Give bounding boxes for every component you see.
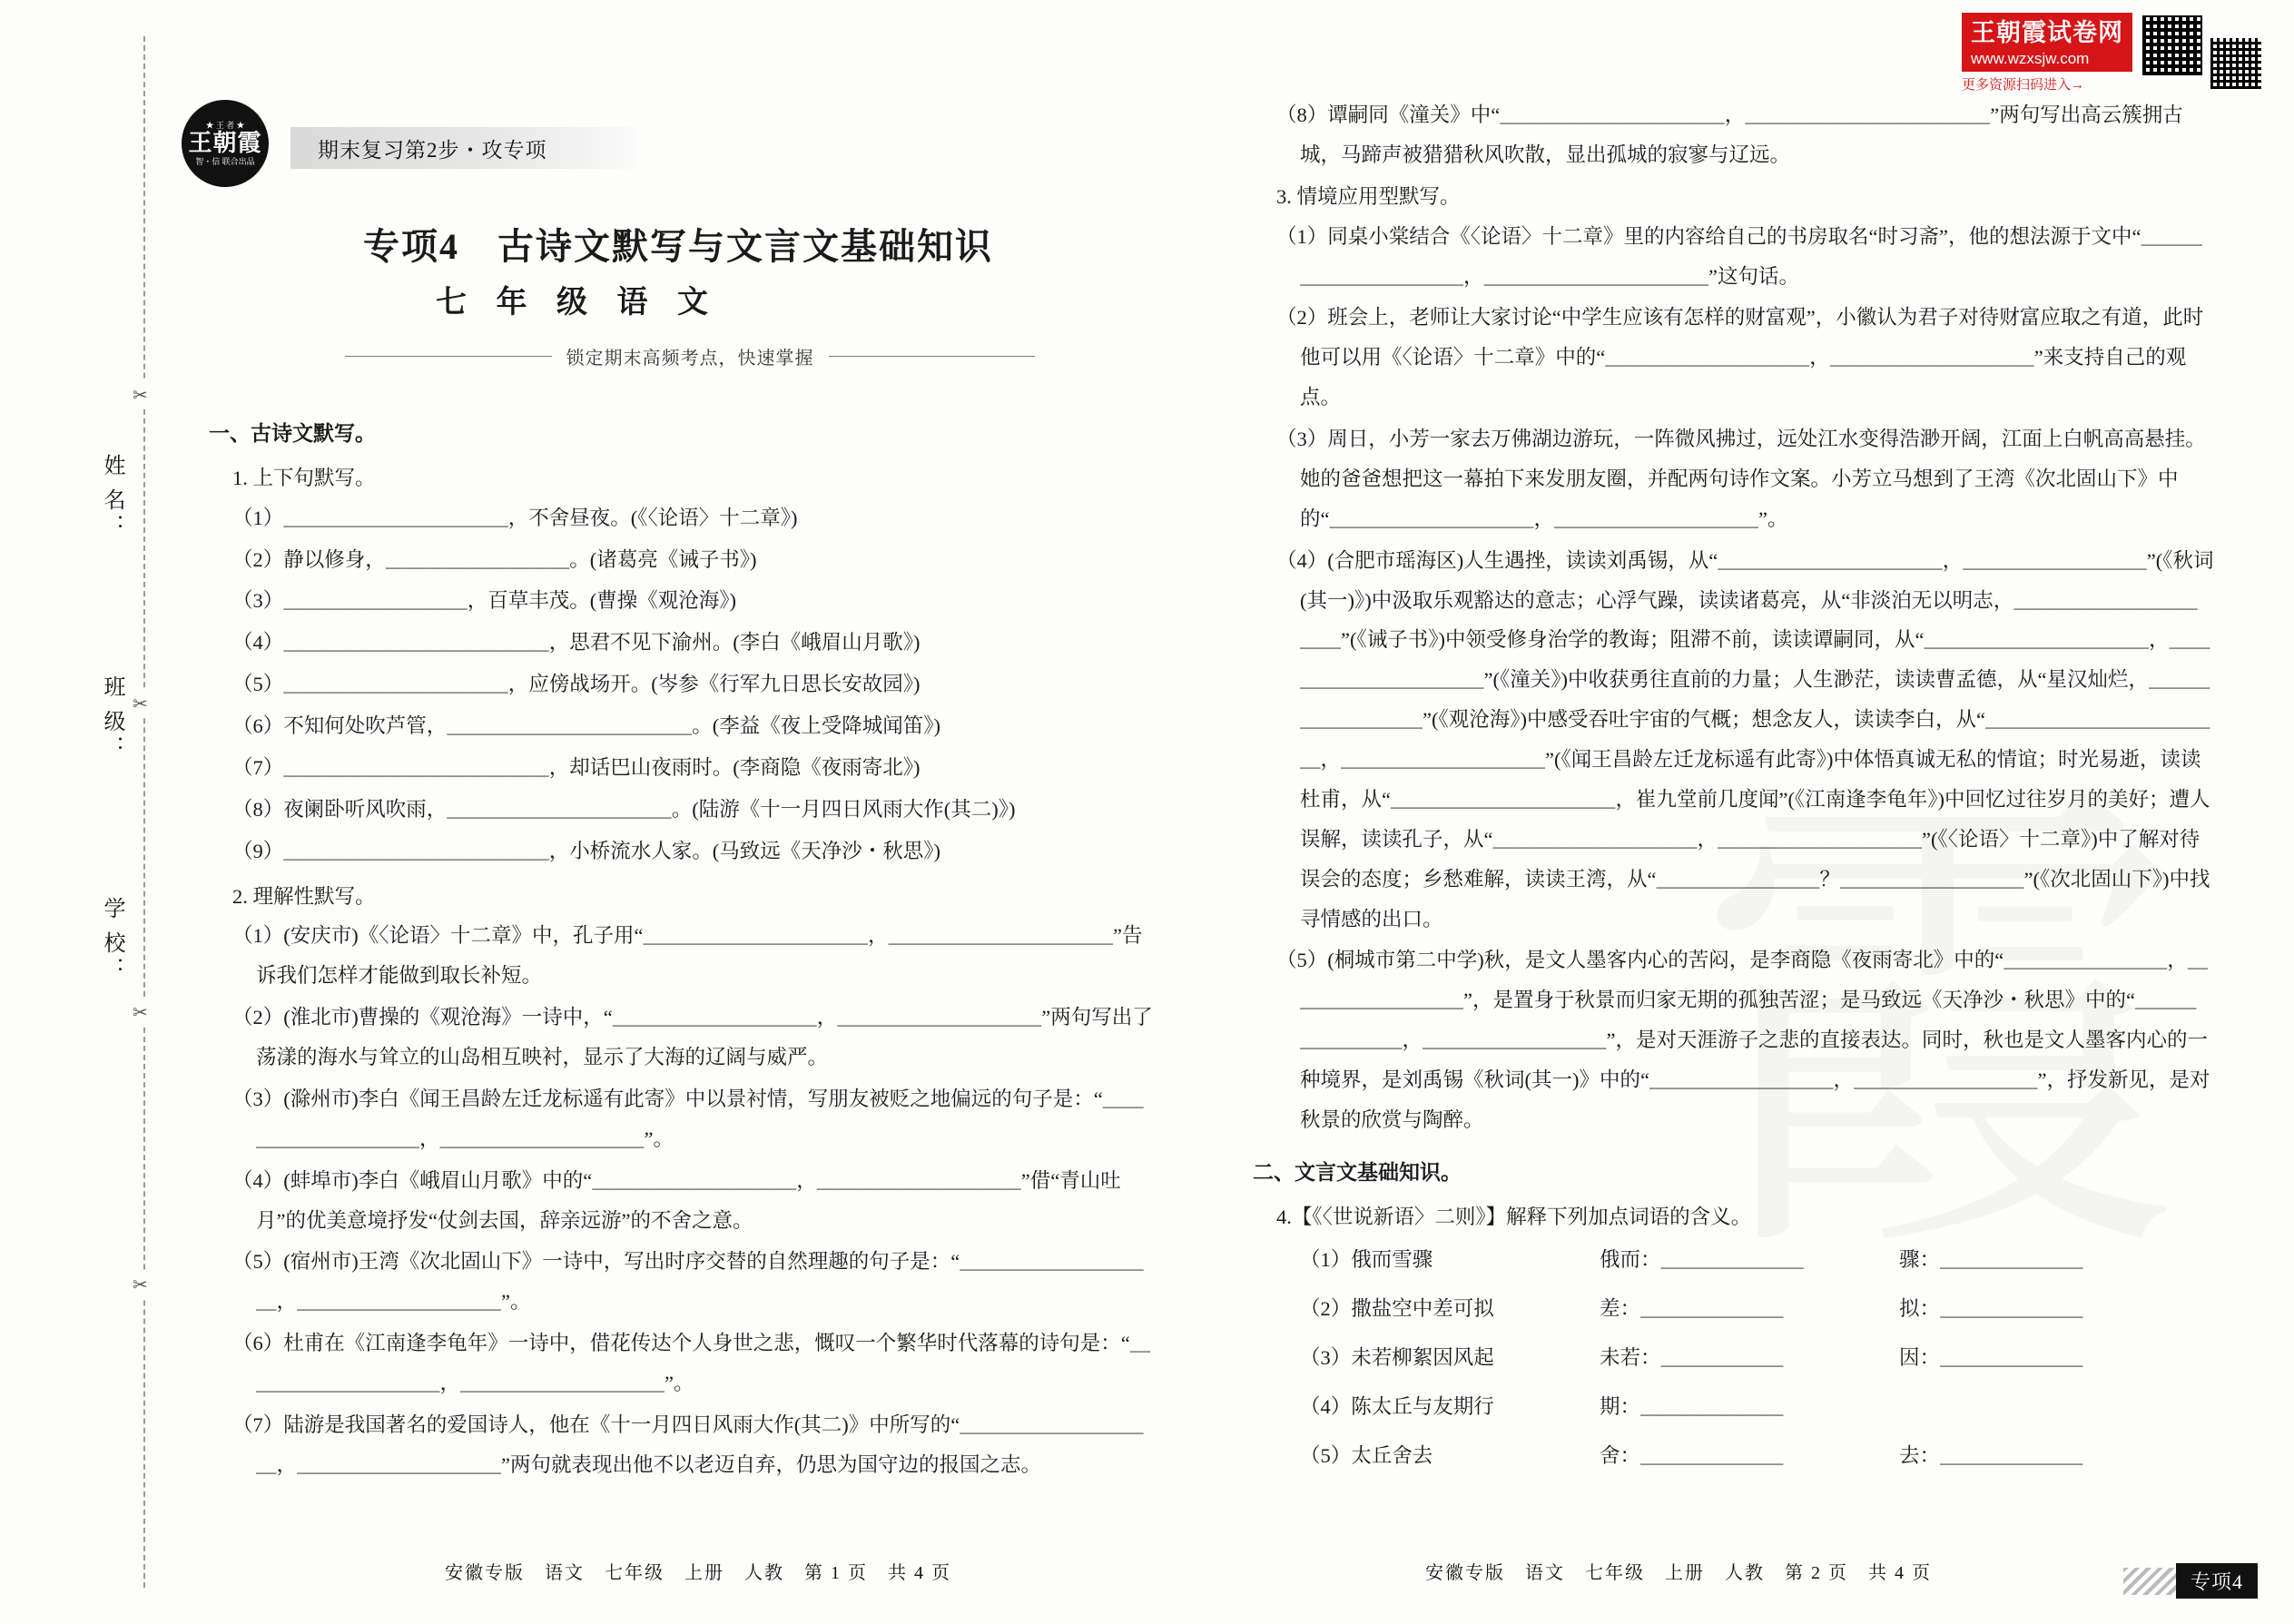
- question-3-5: （5）(桐城市第二中学)秋，是文人墨客内心的苦闷，是李商隐《夜雨寄北》中的“＿＿＿＿＿＿＿＿，＿＿＿＿＿＿＿＿＿”，是置身于秋景而归家无期的孤独苦涩；是马致远《天净沙・秋思》中的“＿＿＿＿＿＿＿＿，＿＿＿＿＿＿＿＿＿”，是对天涯游子之悲的直接表达。同时，秋也是文人墨客内心的一种境界，是刘禹锡《秋词(其一)》中的“＿＿＿＿＿＿＿＿＿，＿＿＿＿＿＿＿＿＿”，抒发新见，是对秋景的欣赏与陶醉。: [1276, 949, 2210, 1131]
- vocab-question-4: （4）陈太丘与友期行: [1300, 1395, 1494, 1419]
- table-row: [1300, 1240, 2215, 1280]
- footer-left: 安徽专版 语文 七年级 上册 人教 第 1 页 共 4 页: [445, 1563, 951, 1583]
- table-row: [1300, 1289, 2215, 1329]
- seal-bottom-text: 智・信 联合出品: [195, 156, 255, 166]
- question-1-9: （9）＿＿＿＿＿＿＿＿＿＿＿＿＿，小桥流水人家。(马致远《天净沙・秋思》): [232, 839, 940, 862]
- group-3-title: 3. 情境应用型默写。: [1276, 184, 1461, 208]
- scissors-icon-4: ✂: [133, 1271, 148, 1299]
- page-title: 专项4 古诗文默写与文言文基础知识: [363, 226, 993, 267]
- vocab-answer-2b[interactable]: 拟：＿＿＿＿＿＿＿: [1899, 1297, 2083, 1321]
- seal-top-text: ★ 王 者 ★: [205, 120, 245, 130]
- group-1-title: 1. 上下句默写。: [232, 466, 376, 489]
- vocab-question-3: （3）未若柳絮因风起: [1300, 1346, 1494, 1370]
- group-2-title: 2. 理解性默写。: [232, 884, 376, 908]
- label-name: 姓 名：: [100, 454, 123, 539]
- question-1-2: （2）静以修身，＿＿＿＿＿＿＿＿＿。(诸葛亮《诫子书》): [232, 547, 757, 571]
- tagline-text: 锁定期末高频考点，快速掌握: [566, 349, 814, 369]
- question-3-1: （1）同桌小棠结合《〈论语〉十二章》里的内容给自己的书房取名“时习斋”，他的想法源于文中“＿＿＿＿＿＿＿＿＿＿＿，＿＿＿＿＿＿＿＿＿＿＿”这句话。: [1276, 224, 2202, 288]
- question-1-3: （3）＿＿＿＿＿＿＿＿＿，百草丰茂。(曹操《观沧海》): [232, 589, 736, 613]
- section-2-heading: 二、文言文基础知识。: [1253, 1160, 1462, 1184]
- question-2-3: （3）(滁州市)李白《闻王昌龄左迁龙标遥有此寄》中以景衬情，写朋友被贬之地偏远的句子是：“＿＿＿＿＿＿＿＿＿＿，＿＿＿＿＿＿＿＿＿＿”。: [232, 1087, 1144, 1150]
- vocab-answer-1a[interactable]: 俄而：＿＿＿＿＿＿＿: [1600, 1248, 1805, 1272]
- vocab-answer-5b[interactable]: 去：＿＿＿＿＿＿＿: [1899, 1443, 2083, 1467]
- question-2-4: （4）(蚌埠市)李白《峨眉山月歌》中的“＿＿＿＿＿＿＿＿＿＿，＿＿＿＿＿＿＿＿＿＿”借“青山吐月”的优美意境抒发“仗剑去国，辞亲远游”的不舍之意。: [232, 1168, 1121, 1232]
- scissors-icon-2: ✂: [133, 690, 148, 718]
- scissors-icon-3: ✂: [133, 999, 148, 1027]
- question-1-8: （8）夜阑卧听风吹雨，＿＿＿＿＿＿＿＿＿＿＿。(陆游《十一月四日风雨大作(其二)》): [232, 797, 1016, 821]
- section-1-heading: 一、古诗文默写。: [209, 422, 376, 445]
- vocab-question-2: （2）撒盐空中差可拟: [1300, 1297, 1494, 1321]
- cut-line: [143, 36, 145, 1588]
- question-2-6: （6）杜甫在《江南逢李龟年》一诗中，借花传达个人身世之悲，慨叹一个繁华时代落幕的诗句是：“＿＿＿＿＿＿＿＿＿＿，＿＿＿＿＿＿＿＿＿＿”。: [232, 1332, 1151, 1395]
- vocab-answer-2a[interactable]: 差：＿＿＿＿＿＿＿: [1600, 1297, 1784, 1321]
- band-text: 期末复习第2步・攻专项: [318, 138, 547, 162]
- brand-url: www.wzxsjw.com: [1971, 49, 2090, 67]
- qr-code-icon[interactable]: [2140, 13, 2205, 78]
- seal-main-text: 王朝霞: [188, 130, 262, 157]
- brand-tagline: 更多资源扫码进入→: [1962, 77, 2085, 93]
- vocab-question-5: （5）太丘舍去: [1300, 1443, 1433, 1467]
- table-row: [1300, 1436, 2215, 1476]
- group-4-title: 4.【《〈世说新语〉二则》】解释下列加点词语的含义。: [1276, 1205, 1752, 1228]
- question-3-3: （3）周日，小芳一家去万佛湖边游玩，一阵微风拂过，远处江水变得浩渺开阔，江面上白帆高高悬挂。她的爸爸想把这一幕拍下来发朋友圈，并配两句诗作文案。小芳立马想到了王湾《次北固山下》中的“＿＿＿＿＿＿＿＿＿＿，＿＿＿＿＿＿＿＿＿＿”。: [1276, 428, 2206, 530]
- publisher-seal: [182, 100, 269, 187]
- vocab-question-1: （1）俄而雪骤: [1300, 1248, 1433, 1272]
- question-1-8b: （8）谭嗣同《潼关》中“＿＿＿＿＿＿＿＿＿＿＿，＿＿＿＿＿＿＿＿＿＿＿＿”两句写出高云簇拥古城，马蹄声被猎猎秋风吹散，显出孤城的寂寥与辽远。: [1276, 103, 2183, 166]
- label-school: 学 校：: [100, 897, 123, 982]
- question-3-4: （4）(合肥市瑶海区)人生遇挫，读读刘禹锡，从“＿＿＿＿＿＿＿＿＿＿＿，＿＿＿＿＿＿＿＿＿”(《秋词(其一)》)中汲取乐观豁达的意志；心浮气躁，读读诸葛亮，从“非淡泊无以明志，＿＿＿＿＿＿＿＿＿＿＿”(《诫子书》)中领受修身治学的教诲；阻滞不前，读读谭嗣同，从“＿＿＿＿＿＿＿＿＿＿＿，＿＿＿＿＿＿＿＿＿＿＿”(《潼关》)中收获勇往直前的力量；人生渺茫，读读曹孟德，从“星汉灿烂，＿＿＿＿＿＿＿＿＿”(《观沧海》)中感受吞吐宇宙的气概；想念友人，读读李白，从“＿＿＿＿＿＿＿＿＿＿＿＿，＿＿＿＿＿＿＿＿＿＿”(《闻王昌龄左迁龙标遥有此寄》)中体悟真诚无私的情谊；时光易逝，读读杜甫，从“＿＿＿＿＿＿＿＿＿＿＿，崔九堂前几度闻”(《江南逢李龟年》)中回忆过往岁月的美好；遭人误解，读读孔子，从“＿＿＿＿＿＿＿＿＿＿，＿＿＿＿＿＿＿＿＿＿”(《〈论语〉十二章》)中了解对待误会的态度；乡愁难解，读读王湾，从“＿＿＿＿＿＿＿＿？＿＿＿＿＿＿＿＿＿”(《次北固山下》)中找寻情感的出口。: [1276, 548, 2214, 930]
- tab-label: 专项4: [2176, 1563, 2258, 1599]
- question-3-2: （2）班会上，老师让大家讨论“中学生应该有怎样的财富观”，小徽认为君子对待财富应取之有道，此时他可以用《〈论语〉十二章》中的“＿＿＿＿＿＿＿＿＿＿，＿＿＿＿＿＿＿＿＿＿”来支持自己的观点。: [1276, 306, 2204, 409]
- header-band: [290, 127, 635, 169]
- vocab-answer-4a[interactable]: 期：＿＿＿＿＿＿＿: [1600, 1395, 1784, 1419]
- question-1-1: （1）＿＿＿＿＿＿＿＿＿＿＿，不舍昼夜。(《〈论语〉十二章》): [232, 506, 798, 529]
- brand-logo[interactable]: [1962, 13, 2261, 94]
- section-tab: [2123, 1563, 2258, 1599]
- question-2-1: （1）(安庆市)《〈论语〉十二章》中，孔子用“＿＿＿＿＿＿＿＿＿＿＿，＿＿＿＿＿＿＿＿＿＿＿”告诉我们怎样才能做到取长补短。: [232, 924, 1143, 988]
- table-row: [1300, 1338, 2215, 1378]
- vocab-answer-1b[interactable]: 骤：＿＿＿＿＿＿＿: [1899, 1248, 2083, 1272]
- student-info-labels: [96, 454, 138, 1118]
- qr-code-secondary-icon[interactable]: [2210, 38, 2261, 89]
- brand-name-box: [1962, 13, 2132, 72]
- vocabulary-table: [1253, 1240, 2215, 1475]
- vocab-answer-3a[interactable]: 未若：＿＿＿＿＿＿: [1600, 1346, 1784, 1370]
- page-subtitle: 七 年 级 语 文: [436, 286, 719, 320]
- label-class: 班 级：: [100, 675, 123, 761]
- vocab-answer-5a[interactable]: 舍：＿＿＿＿＿＿＿: [1600, 1443, 1784, 1467]
- question-2-7: （7）陆游是我国著名的爱国诗人，他在《十一月四日风雨大作(其二)》中所写的“＿＿＿＿＿＿＿＿＿＿，＿＿＿＿＿＿＿＿＿＿”两句就表现出他不以老迈自弃，仍思为国守边的报国之志。: [232, 1412, 1144, 1476]
- question-2-2: （2）(淮北市)曹操的《观沧海》一诗中，“＿＿＿＿＿＿＿＿＿＿，＿＿＿＿＿＿＿＿＿＿”两句写出了荡漾的海水与耸立的山岛相互映衬，显示了大海的辽阔与威严。: [232, 1006, 1153, 1069]
- tab-hatch-decoration: [2123, 1568, 2176, 1595]
- question-1-5: （5）＿＿＿＿＿＿＿＿＿＿＿，应傍战场开。(岑参《行军九日思长安故园》): [232, 673, 921, 696]
- tagline-row: [345, 343, 1035, 369]
- vocab-answer-3b[interactable]: 因：＿＿＿＿＿＿＿: [1899, 1346, 2083, 1370]
- question-2-5: （5）(宿州市)王湾《次北固山下》一诗中，写出时序交替的自然理趣的句子是：“＿＿＿＿＿＿＿＿＿＿，＿＿＿＿＿＿＿＿＿＿”。: [232, 1250, 1144, 1314]
- scissors-icon-1: ✂: [133, 381, 148, 409]
- question-1-4: （4）＿＿＿＿＿＿＿＿＿＿＿＿＿，思君不见下渝州。(李白《峨眉山月歌》): [232, 631, 921, 655]
- brand-name: 王朝霞试卷网: [1971, 19, 2123, 46]
- right-column: [1253, 95, 2215, 1485]
- left-column: [209, 408, 1153, 1487]
- question-1-6: （6）不知何处吹芦管，＿＿＿＿＿＿＿＿＿＿＿＿。(李益《夜上受降城闻笛》): [232, 714, 940, 738]
- question-1-7: （7）＿＿＿＿＿＿＿＿＿＿＿＿＿，却话巴山夜雨时。(李商隐《夜雨寄北》): [232, 755, 921, 779]
- table-row: [1300, 1387, 2215, 1427]
- footer-right: 安徽专版 语文 七年级 上册 人教 第 2 页 共 4 页: [1425, 1563, 1932, 1583]
